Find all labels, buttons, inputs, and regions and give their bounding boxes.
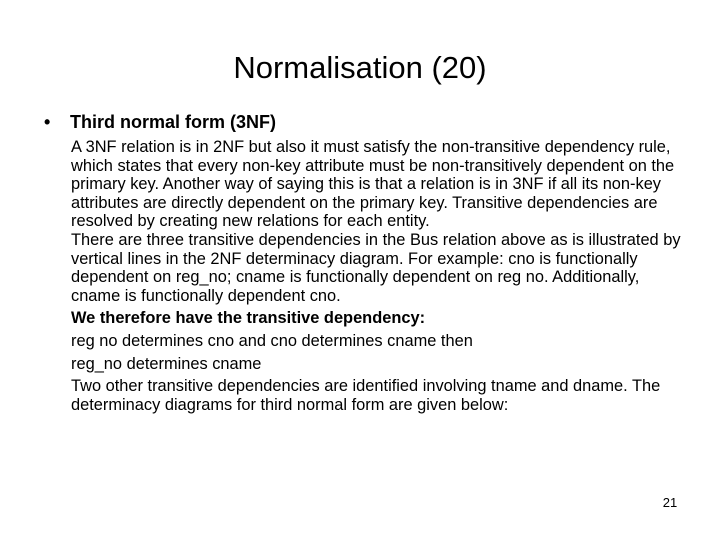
slide-title: Normalisation (20) <box>233 50 487 85</box>
page-number: 21 <box>662 495 678 510</box>
paragraph-other-dependencies: Two other transitive dependencies are identified involving tname and dname. The determinacy diagrams for third normal form are given below: <box>71 377 661 414</box>
bullet-heading <box>44 110 684 134</box>
paragraph-determines-line-2: reg_no determines cname <box>71 354 262 373</box>
paragraph-3nf-definition: A 3NF relation is in 2NF but also it must satisfy the non-transitive dependency rule, which states that every non-key attribute must be non-transitively dependent on the primary key. Another way of saying this is that a relation is in 3NF if all its non-key attributes are directly dependent on the primary key. Transitive dependencies are resolved by creating new relations for each entity. <box>71 138 675 231</box>
slide-body <box>71 138 686 414</box>
bullet-marker: • <box>44 112 51 132</box>
paragraph-determines-line-1: reg no determines cno and cno determines cname then <box>71 331 473 350</box>
bullet-heading-text: Third normal form (3NF) <box>70 112 276 132</box>
paragraph-transitive-dependencies: There are three transitive dependencies in the Bus relation above as is illustrated by vertical lines in the 2NF determinacy diagram. For example: cno is functionally dependent on reg_no; cname is functionally dependent on reg no. Additionally, cname is functionally dependent cno. <box>71 230 681 305</box>
paragraph-transitive-dependency-heading: We therefore have the transitive dependency: <box>71 309 426 328</box>
